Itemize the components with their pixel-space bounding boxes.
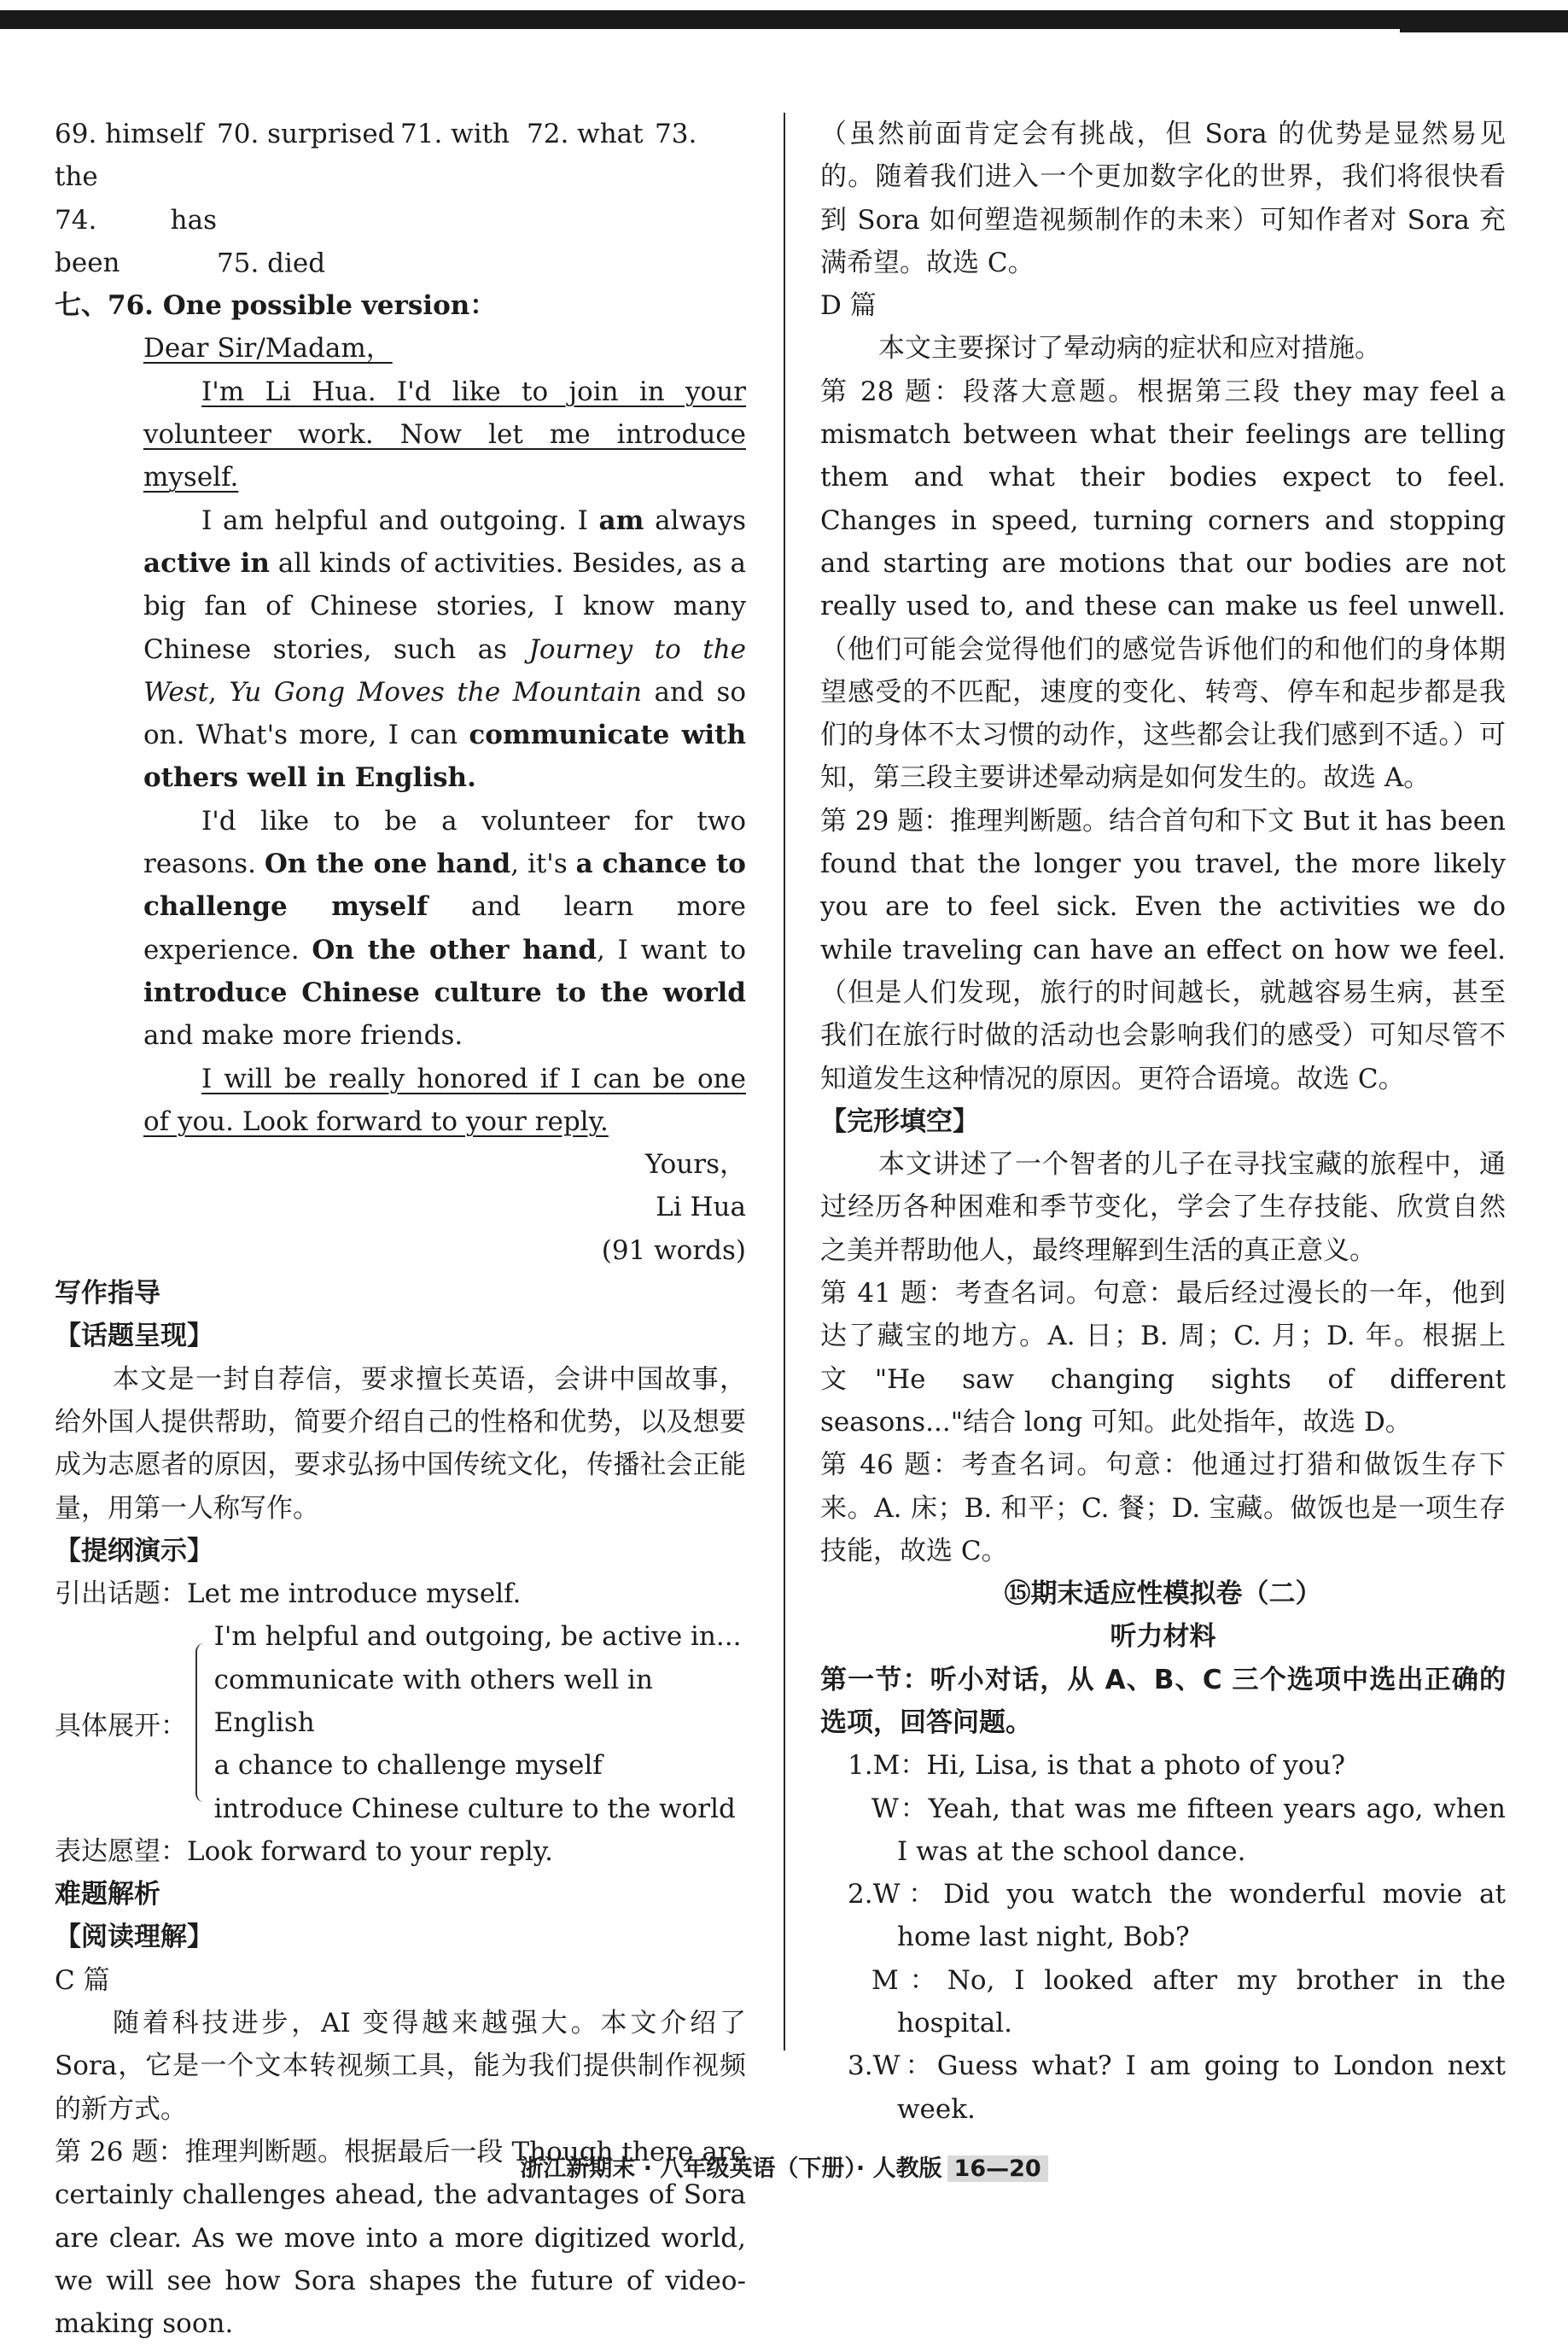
letter-closing: Yours， xyxy=(644,1149,746,1181)
outline-label: 具体展开： xyxy=(55,1710,187,1741)
q46-explanation: 第 46 题：考查名词。句意：他通过打猎和做饭生存下来。A. 床；B. 和平；C. 餐；D. 宝藏。做饭也是一项生存技能，故选 C。 xyxy=(820,1450,1506,1566)
q28-explanation: 第 28 题：段落大意题。根据第三段 they may feel a mismatch between what their feelings are telling them and what their bodies expect to feel. Changes in speed, turning corners and stopping and starting are motions that our bodies are not really used to, and these can make us feel unwell.（他们可能会觉得他们的感觉告诉他们的和他们的身体期望感受的不匹配，速度的变化、转弯、停车和起步都是我们的身体不太习惯的动作，这些都会让我们感到不适。）可知，第三段主要讲述晕动病是如何发生的。故选 A。 xyxy=(820,376,1506,794)
q26-continued: （虽然前面肯定会有挑战，但 Sora 的优势是显然易见的。随着我们进入一个更加数字化的世界，我们将很快看到 Sora 如何塑造视频制作的未来）可知作者对 Sora 充满希望。故选 C。 xyxy=(820,119,1506,278)
top-bar xyxy=(0,0,1568,32)
book-title: 浙江新期末 · 八年级英语（下册）· 人教版 xyxy=(520,2155,942,2182)
cloze-summary: 本文讲述了一个智者的儿子在寻找宝藏的旅程中，通过经历各种困难和季节变化，学会了生存技能、欣赏自然之美并帮助他人，最终理解到生活的真正意义。 xyxy=(820,1149,1506,1266)
dialogue-line: 1.M：Hi, Lisa, is that a photo of you? xyxy=(848,1750,1346,1782)
column-divider xyxy=(784,113,785,2050)
q26-explanation: 第 26 题：推理判断题。根据最后一段 Though there are certainly challenges ahead, the advantages of Sora are clear. As we move into a more digitized world, we will see how Sora shapes the future of video-making soon. xyxy=(55,2136,746,2340)
reading-title: 【阅读理解】 xyxy=(55,1922,213,1953)
passage-d-summary: 本文主要探讨了晕动病的症状和应对措施。 xyxy=(878,333,1381,365)
letter-greeting: Dear Sir/Madam， xyxy=(143,333,393,365)
page-footer xyxy=(0,2150,1568,2183)
right-column xyxy=(820,113,1507,2125)
outline-end: 表达愿望：Look forward to your reply. xyxy=(55,1835,554,1867)
answers-row-2: 74. has been 75. died xyxy=(55,204,326,278)
outline-title: 【提纲演示】 xyxy=(55,1535,213,1566)
dialogue-line: 2.W：Did you watch the wonderful movie at home last night, Bob? xyxy=(848,1879,1506,1953)
q76-header: 七、76. One possible version： xyxy=(55,290,497,322)
outline-item: a chance to challenge myself xyxy=(213,1750,603,1782)
dialogue-line: M：No, I looked after my brother in the hospital. xyxy=(871,1964,1506,2039)
letter-para-4: I will be really honored if I can be one of you. Look forward to your reply. xyxy=(143,1063,746,1137)
letter-para-1: I'm Li Hua. I'd like to join in your volunteer work. Now let me introduce myself. xyxy=(143,376,746,493)
answers-row-1: 69. himself 70. surprised 71. with 72. what 73. the xyxy=(55,119,697,193)
q29-explanation: 第 29 题：推理判断题。结合首句和下文 But it has been found that the longer you travel, the more likely you are to feel sick. Even the activities we do while traveling can have an effect on how we feel.（但是人们发现，旅行的时间越长，就越容易生病，甚至我们在旅行时做的活动也会影响我们的感受）可知尽管不知道发生这种情况的原因。更符合语境。故选 C。 xyxy=(820,805,1507,1094)
letter-para-2: I am helpful and outgoing. I am always active in all kinds of activities. Besides, as a big fan of Chinese stories, I know many Chinese stories, such as Journey to the West, Yu Gong Moves the Mountain and so on. What's more, I can communicate with others well in English. xyxy=(143,505,746,794)
passage-c-summary: 随着科技进步，AI 变得越来越强大。本文介绍了 Sora，它是一个文本转视频工具，能为我们提供制作视频的新方式。 xyxy=(55,2008,746,2125)
outline-item: I'm helpful and outgoing, be active in... xyxy=(213,1621,742,1653)
page-number: 16—20 xyxy=(947,2155,1048,2182)
dialogue-line: 3.W：Guess what? I am going to London next week. xyxy=(848,2050,1506,2125)
outline-item: communicate with others well in English xyxy=(213,1664,653,1738)
section-1-instruction: 第一节：听小对话，从 A、B、C 三个选项中选出正确的选项，回答问题。 xyxy=(820,1664,1506,1738)
writing-guide-title: 写作指导 xyxy=(55,1278,160,1310)
dialogue-line: W：Yeah, that was me fifteen years ago, when I was at the school dance. xyxy=(871,1793,1506,1867)
topic-text: 本文是一封自荐信，要求擅长英语，会讲中国故事，给外国人提供帮助，简要介绍自己的性格和优势，以及想要成为志愿者的原因，要求弘扬中国传统文化，传播社会正能量，用第一人称写作。 xyxy=(55,1363,746,1524)
cloze-title: 【完形填空】 xyxy=(820,1105,979,1137)
test-title: ⑮期末适应性模拟卷（二） xyxy=(1004,1578,1322,1610)
brace xyxy=(195,1643,209,1802)
passage-c-label: C 篇 xyxy=(55,1964,110,1996)
outline-intro: 引出话题：Let me introduce myself. xyxy=(55,1578,522,1610)
difficult-title: 难题解析 xyxy=(55,1879,160,1910)
listening-title: 听力材料 xyxy=(1110,1621,1216,1653)
q41-explanation: 第 41 题：考查名词。句意：最后经过漫长的一年，他到达了藏宝的地方。A. 日；B. 周；C. 月；D. 年。根据上文"He saw changing sights of different seasons..."结合 long 可知。此处指年，故选 D。 xyxy=(820,1278,1506,1438)
topic-title: 【话题呈现】 xyxy=(55,1321,213,1352)
word-count: (91 words) xyxy=(601,1234,746,1266)
letter-para-3: I'd like to be a volunteer for two reasons. On the one hand, it's a chance to challenge myself and learn more experience. On the other hand, I want to introduce Chinese culture to the world and make more friends. xyxy=(143,805,747,1052)
passage-d-label: D 篇 xyxy=(820,290,877,322)
letter-signature: Li Hua xyxy=(656,1192,746,1223)
outline-block xyxy=(55,1615,746,1829)
outline-item: introduce Chinese culture to the world xyxy=(213,1793,736,1824)
